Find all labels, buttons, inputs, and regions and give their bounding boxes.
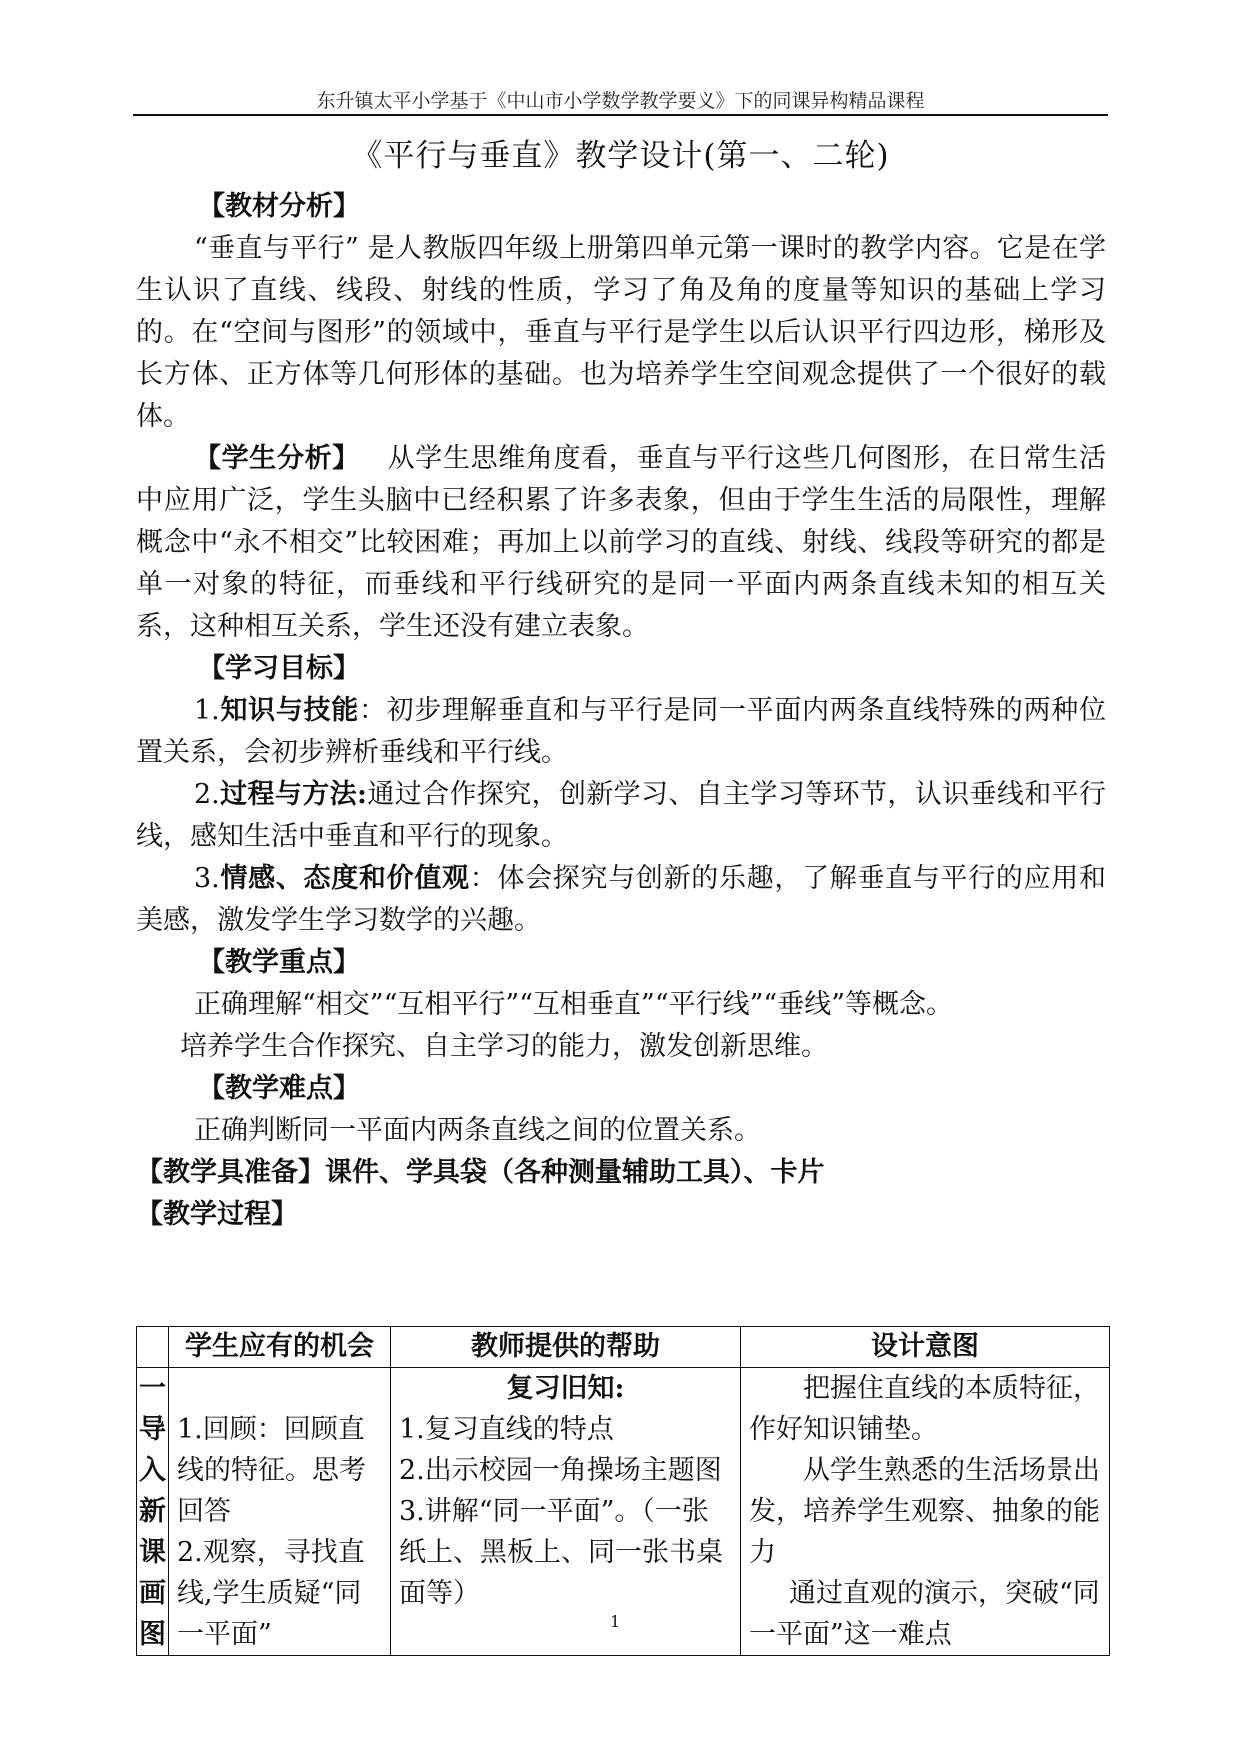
intent-cell xyxy=(741,1368,1110,1656)
student-cell xyxy=(169,1368,391,1656)
page-number: 1 xyxy=(610,1612,621,1631)
table-header-intent: 设计意图 xyxy=(741,1327,1110,1368)
goal-1-text: ：初步理解垂直和与平行是同一平面内两条直线特殊的两种位置关系，会初步辨析垂线和平行线。 xyxy=(136,695,1107,768)
spacer xyxy=(177,1368,382,1409)
goal-2 xyxy=(136,774,1106,858)
table-header-stage xyxy=(137,1327,169,1368)
table-header-row xyxy=(137,1327,1110,1368)
difficulty-heading: 【教学难点】 xyxy=(198,1073,360,1104)
table-header-teacher: 教师提供的帮助 xyxy=(391,1327,741,1368)
header-rule xyxy=(133,114,1108,116)
table-row xyxy=(137,1368,1110,1656)
goal-3 xyxy=(136,858,1106,942)
student-item-2: 2.观察，寻找直线,学生质疑“同一平面” xyxy=(177,1537,365,1650)
document-title: 《平行与垂直》教学设计(第一、二轮) xyxy=(351,138,890,174)
learning-goals-heading: 【学习目标】 xyxy=(198,653,360,684)
goal-2-label: 过程与方法: xyxy=(219,779,367,810)
intent-item-2: 从学生熟悉的生活场景出发，培养学生观察、抽象的能力 xyxy=(749,1455,1100,1568)
student-analysis-paragraph xyxy=(136,438,1106,648)
teacher-item-3: 3.讲解“同一平面”。（一张纸上、黑板上、同一张书桌面等） xyxy=(399,1496,723,1609)
teaching-process-table xyxy=(136,1326,1110,1656)
teacher-item-2: 2.出示校园一角操场主题图 xyxy=(399,1455,722,1486)
goal-3-number: 3. xyxy=(194,863,220,894)
document-body xyxy=(136,186,1106,1236)
table-header-student: 学生应有的机会 xyxy=(169,1327,391,1368)
intent-item-3: 通过直观的演示，突破“同一平面”这一难点 xyxy=(749,1578,1100,1650)
key-points-heading: 【教学重点】 xyxy=(198,947,360,978)
material-analysis-text: “垂直与平行” 是人教版四年级上册第四单元第一课时的教学内容。它是在学生认识了直线、线段、射线的性质，学习了角及角的度量等知识的基础上学习的。在“空间与图形”的领域中，垂直与平行是学生以后认识平行四边形，梯形及长方体、正方体等几何形体的基础。也为培养学生空间观念提供了一个很好的载体。 xyxy=(136,233,1106,432)
material-analysis-heading: 【教材分析】 xyxy=(198,191,360,222)
goal-2-text: 通过合作探究，创新学习、自主学习等环节，认识垂线和平行线，感知生活中垂直和平行的现象。 xyxy=(136,779,1107,852)
teacher-item-1: 1.复习直线的特点 xyxy=(399,1414,614,1445)
teaching-process-heading: 【教学过程】 xyxy=(136,1199,298,1230)
goal-1 xyxy=(136,690,1106,774)
goal-2-number: 2. xyxy=(194,779,220,810)
student-item-1: 1.回顾：回顾直线的特征。思考回答 xyxy=(177,1414,366,1527)
goal-3-label: 情感、态度和价值观 xyxy=(219,863,470,894)
student-analysis-text: 从学生思维角度看，垂直与平行这些几何图形，在日常生活中应用广泛，学生头脑中已经积累了许多表象，但由于学生生活的局限性，理解概念中“永不相交”比较困难；再加上以前学习的直线、射线、线段等研究的都是单一对象的特征，而垂线和平行线研究的是同一平面内两条直线未知的相互关系，这种相互关系，学生还没有建立表象。 xyxy=(136,443,1107,642)
intent-item-1: 把握住直线的本质特征，作好知识铺垫。 xyxy=(749,1373,1100,1445)
teacher-cell xyxy=(391,1368,741,1656)
running-header: 东升镇太平小学基于《中山市小学数学教学要义》下的同课异构精品课程 xyxy=(316,90,925,112)
difficulty-text: 正确判断同一平面内两条直线之间的位置关系。 xyxy=(194,1115,761,1146)
student-analysis-heading: 【学生分析】 xyxy=(194,443,360,474)
stage-label: 一导入新课画图 xyxy=(139,1373,166,1650)
key-points-line-2: 培养学生合作探究、自主学习的能力，激发创新思维。 xyxy=(180,1031,828,1062)
goal-1-label: 知识与技能 xyxy=(219,695,359,726)
key-points-line-1: 正确理解“相交”“互相平行”“互相垂直”“平行线”“垂线”等概念。 xyxy=(194,989,954,1020)
stage-cell xyxy=(137,1368,169,1656)
goal-3-text: ：体会探究与创新的乐趣，了解垂直与平行的应用和美感，激发学生学习数学的兴趣。 xyxy=(136,863,1107,936)
goal-1-number: 1. xyxy=(194,695,220,726)
teaching-tools-line: 【教学具准备】课件、学具袋（各种测量辅助工具）、卡片 xyxy=(136,1157,825,1188)
teacher-cell-heading: 复习旧知: xyxy=(506,1373,625,1404)
